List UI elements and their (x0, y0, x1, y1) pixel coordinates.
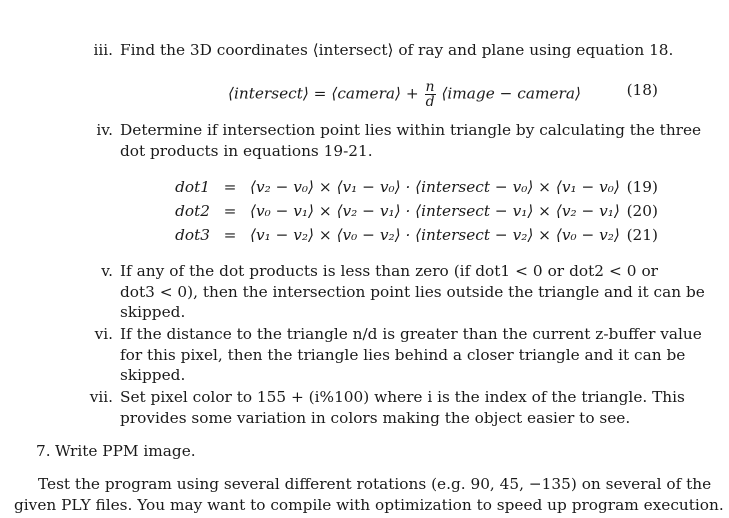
step-label-7: 7. (36, 442, 51, 460)
equation-21-rhs: ⟨v₁ − v₂⟩ × ⟨v₀ − v₂⟩ · ⟨intersect − v₂⟩ × ⟨v₀ − v₂⟩ (250, 226, 620, 244)
equation-18-rhs: ⟨image − camera⟩ (441, 84, 581, 103)
item-label-v: v. (101, 262, 113, 280)
item-iv-line-1: Determine if intersection point lies within triangle by calculating the three (120, 121, 702, 139)
item-label-iv: iv. (96, 121, 113, 139)
equation-19-lhs: dot1 (175, 178, 210, 196)
item-vi-line-2: for this pixel, then the triangle lies behind a closer triangle and it can be (120, 345, 686, 364)
item-iv-line-2: dot products in equations 19-21. (120, 141, 373, 160)
closing-paragraph (14, 474, 724, 515)
item-v-line-2: dot3 < 0), then the intersection point lies outside the triangle and it can be (120, 282, 705, 301)
equation-21-lhs: dot3 (175, 226, 210, 244)
equation-number-20: (20) (626, 202, 658, 220)
equation-number-19: (19) (626, 178, 658, 196)
item-label-vi: vi. (94, 325, 113, 343)
fraction-numerator: n (425, 79, 435, 95)
equation-20-lhs: dot2 (175, 202, 210, 220)
item-text-v (120, 261, 705, 323)
equation-19-rhs: ⟨v₂ − v₀⟩ × ⟨v₁ − v₀⟩ · ⟨intersect − v₀⟩ × ⟨v₁ − v₀⟩ (250, 178, 620, 196)
equation-20-rhs: ⟨v₀ − v₁⟩ × ⟨v₂ − v₁⟩ · ⟨intersect − v₁⟩ × ⟨v₂ − v₁⟩ (250, 202, 620, 220)
item-v-line-1: If any of the dot products is less than zero (if dot1 < 0 or dot2 < 0 or (120, 262, 658, 280)
item-text-vii (120, 387, 685, 428)
equation-21-equals: = (223, 226, 237, 244)
equation-20-equals: = (223, 202, 237, 220)
item-vi-line-3: skipped. (120, 366, 186, 384)
closing-line-2: given PLY files. You may want to compile with optimization to speed up program execution. (14, 495, 724, 514)
item-vii-line-1: Set pixel color to 155 + (i%100) where i is the index of the triangle. This (120, 388, 685, 406)
item-text-iv (120, 120, 702, 161)
item-vi-line-1: If the distance to the triangle n/d is greater than the current z-buffer value (120, 325, 702, 343)
item-text-iii: Find the 3D coordinates ⟨intersect⟩ of ray and plane using equation 18. (120, 41, 674, 59)
item-vii-line-2: provides some variation in colors making the object easier to see. (120, 408, 631, 427)
item-label-iii: iii. (93, 41, 113, 59)
equation-18-lhs: ⟨intersect⟩ = ⟨camera⟩ + (228, 84, 419, 103)
fraction-denominator: d (425, 94, 435, 110)
equation-number-18: (18) (626, 81, 658, 99)
equation-18 (228, 80, 581, 109)
equation-number-21: (21) (626, 226, 658, 244)
item-text-vi (120, 324, 702, 386)
item-v-line-3: skipped. (120, 303, 186, 321)
equation-19-equals: = (223, 178, 237, 196)
item-label-vii: vii. (89, 388, 113, 406)
fraction-n-over-d (425, 80, 436, 109)
closing-line-1: Test the program using several different rotations (e.g. 90, 45, −135) on several of the (38, 475, 712, 493)
step-text-7: Write PPM image. (55, 442, 196, 460)
